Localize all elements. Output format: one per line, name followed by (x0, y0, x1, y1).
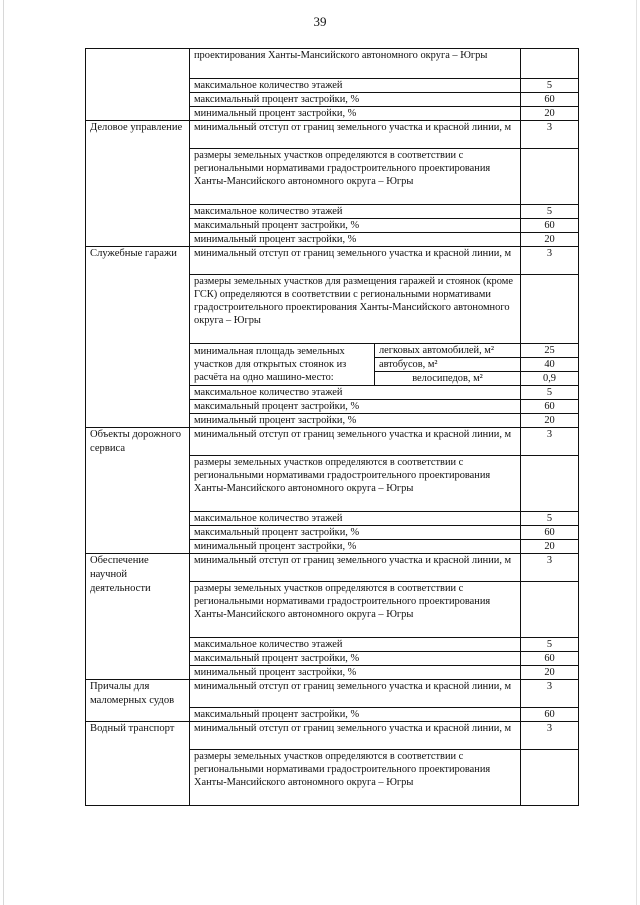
param-cell: максимальный процент застройки, % (190, 652, 521, 666)
value-cell: 60 (521, 219, 579, 233)
value-cell: 3 (521, 428, 579, 456)
table-row (86, 49, 579, 79)
category-cell: Деловое управление (86, 121, 190, 247)
table-row (86, 428, 579, 456)
value-cell: 20 (521, 666, 579, 680)
table-row (86, 121, 579, 149)
param-cell: максимальное количество этажей (190, 638, 521, 652)
param-cell: максимальное количество этажей (190, 386, 521, 400)
param-cell: минимальная площадь земельных участков для открытых стоянок из расчёта на одно машино-место: (190, 344, 375, 386)
param-cell: максимальный процент застройки, % (190, 93, 521, 107)
subparam-cell: автобусов, м² (375, 358, 521, 372)
value-cell (521, 582, 579, 638)
scan-edge-left (3, 0, 4, 905)
regulations-table (85, 48, 579, 806)
param-cell: максимальный процент застройки, % (190, 219, 521, 233)
value-cell (521, 49, 579, 79)
param-cell: минимальный отступ от границ земельного участка и красной линии, м (190, 554, 521, 582)
param-cell: размеры земельных участков определяются в соответствии с региональными нормативами градостроительного проектирования Ханты-Мансийского автономного округа – Югры (190, 582, 521, 638)
param-cell: максимальный процент застройки, % (190, 526, 521, 540)
value-cell: 60 (521, 652, 579, 666)
value-cell: 3 (521, 121, 579, 149)
param-cell: минимальный отступ от границ земельного участка и красной линии, м (190, 680, 521, 708)
value-cell: 3 (521, 247, 579, 275)
value-cell (521, 456, 579, 512)
value-cell: 3 (521, 722, 579, 750)
param-cell: минимальный отступ от границ земельного участка и красной линии, м (190, 247, 521, 275)
table-row (86, 680, 579, 708)
param-cell: минимальный процент застройки, % (190, 233, 521, 247)
value-cell: 5 (521, 638, 579, 652)
param-cell: проектирования Ханты-Мансийского автономного округа – Югры (190, 49, 521, 79)
subparam-cell: велосипедов, м² (375, 372, 521, 386)
value-cell: 0,9 (521, 372, 579, 386)
param-cell: размеры земельных участков определяются в соответствии с региональными нормативами градостроительного проектирования Ханты-Мансийского автономного округа – Югры (190, 149, 521, 205)
param-cell: размеры земельных участков определяются в соответствии с региональными нормативами градостроительного проектирования Ханты-Мансийского автономного округа – Югры (190, 750, 521, 806)
value-cell: 5 (521, 79, 579, 93)
value-cell: 60 (521, 93, 579, 107)
value-cell: 20 (521, 107, 579, 121)
value-cell: 20 (521, 414, 579, 428)
value-cell: 20 (521, 233, 579, 247)
value-cell: 5 (521, 512, 579, 526)
value-cell: 5 (521, 205, 579, 219)
category-cell: Водный транспорт (86, 722, 190, 806)
table-row (86, 247, 579, 275)
value-cell: 60 (521, 526, 579, 540)
value-cell: 20 (521, 540, 579, 554)
param-cell: максимальное количество этажей (190, 79, 521, 93)
param-cell: минимальный процент застройки, % (190, 666, 521, 680)
category-cell (86, 49, 190, 121)
value-cell: 25 (521, 344, 579, 358)
value-cell (521, 149, 579, 205)
page-number: 39 (313, 14, 327, 29)
param-cell: минимальный отступ от границ земельного участка и красной линии, м (190, 428, 521, 456)
value-cell (521, 275, 579, 344)
value-cell (521, 750, 579, 806)
scan-edge-right (636, 0, 637, 905)
param-cell: минимальный процент застройки, % (190, 107, 521, 121)
category-cell: Обеспечение научной деятельности (86, 554, 190, 680)
param-cell: размеры земельных участков для размещения гаражей и стоянок (кроме ГСК) определяются в соответствии с региональными нормативами градостроительного проектирования Ханты-Мансийского автономного округа – Югры (190, 275, 521, 344)
category-cell: Объекты дорожного сервиса (86, 428, 190, 554)
table-row (86, 722, 579, 750)
param-cell: минимальный процент застройки, % (190, 414, 521, 428)
param-cell: максимальный процент застройки, % (190, 708, 521, 722)
value-cell: 60 (521, 708, 579, 722)
value-cell: 3 (521, 554, 579, 582)
value-cell: 40 (521, 358, 579, 372)
category-cell: Причалы для маломерных судов (86, 680, 190, 722)
category-cell: Служебные гаражи (86, 247, 190, 428)
value-cell: 3 (521, 680, 579, 708)
param-cell: максимальное количество этажей (190, 205, 521, 219)
subparam-cell: легковых автомобилей, м² (375, 344, 521, 358)
value-cell: 5 (521, 386, 579, 400)
param-cell: минимальный отступ от границ земельного участка и красной линии, м (190, 121, 521, 149)
param-cell: максимальный процент застройки, % (190, 400, 521, 414)
param-cell: размеры земельных участков определяются в соответствии с региональными нормативами градостроительного проектирования Ханты-Мансийского автономного округа – Югры (190, 456, 521, 512)
param-cell: максимальное количество этажей (190, 512, 521, 526)
table-row (86, 554, 579, 582)
param-cell: минимальный процент застройки, % (190, 540, 521, 554)
param-cell: минимальный отступ от границ земельного участка и красной линии, м (190, 722, 521, 750)
value-cell: 60 (521, 400, 579, 414)
